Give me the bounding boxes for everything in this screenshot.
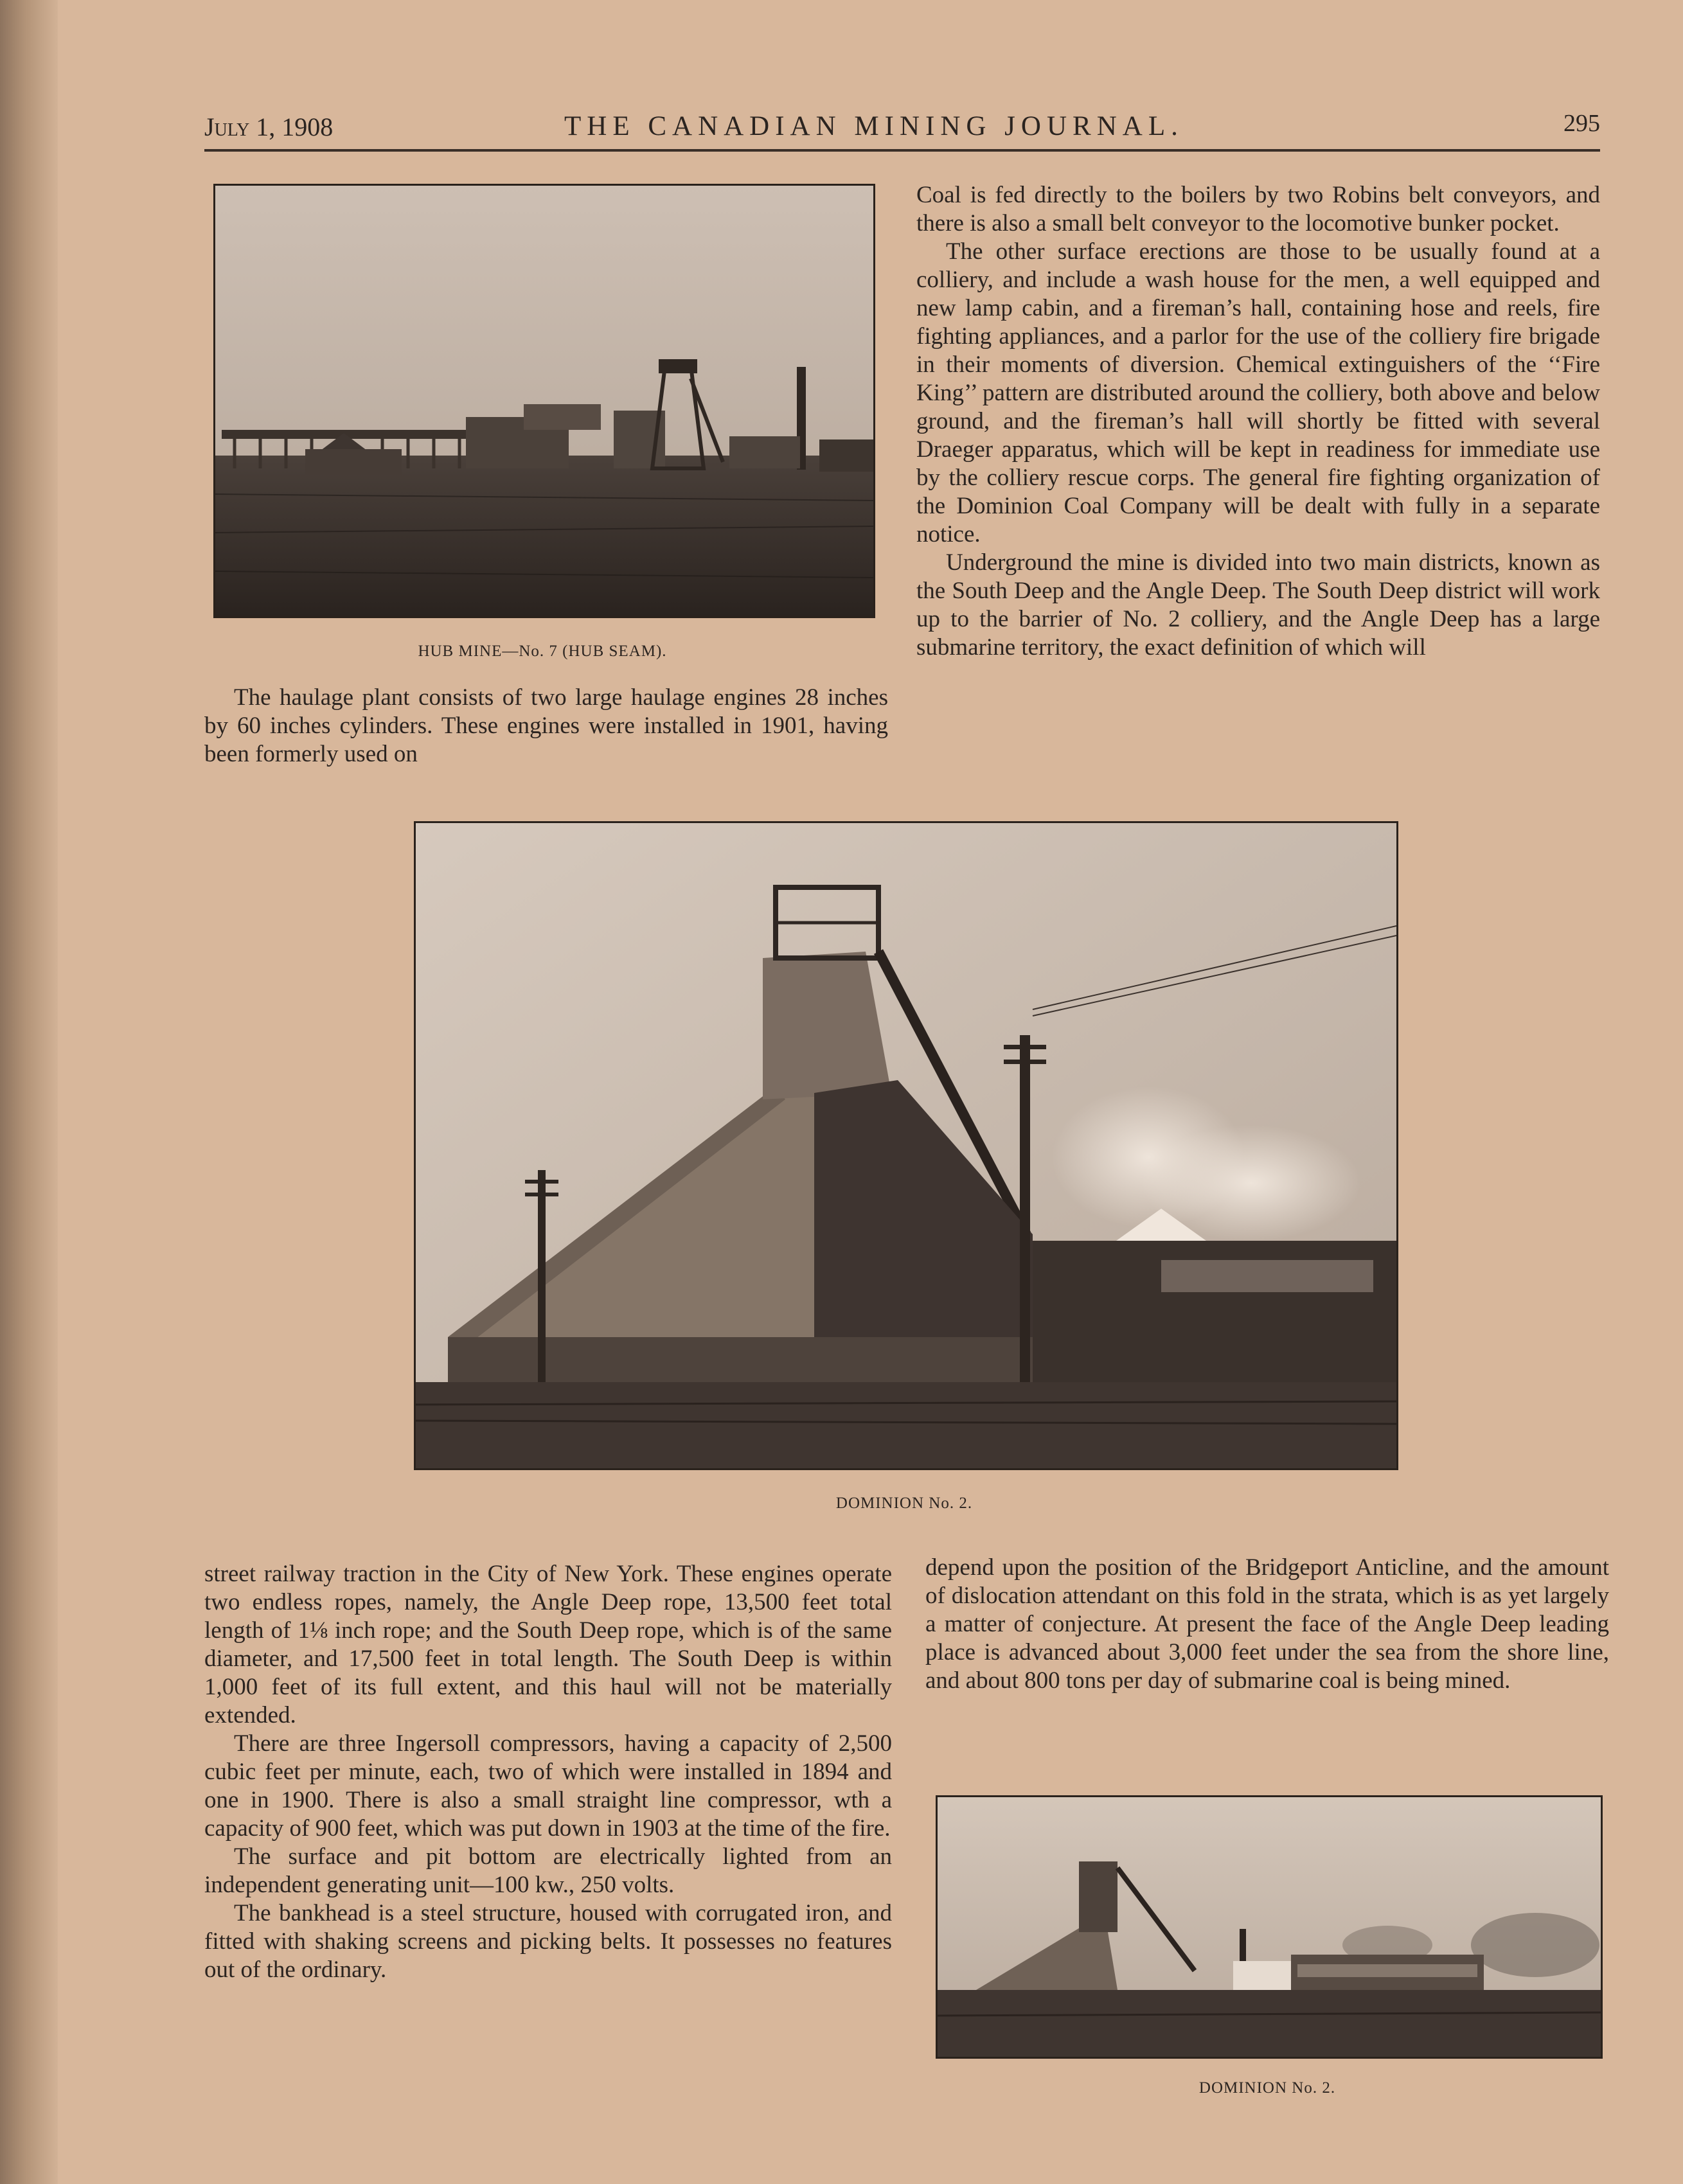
column-left-bottom [204,1560,892,1984]
paragraph: street railway traction in the City of New York. These engines operate two endless ropes, namely, the Angle Deep rope, 13,500 feet total length of 1⅛ inch rope; and the South Deep rope, which is of the same diameter, and 17,500 feet in total length. The South Deep is within 1,000 feet of its full extent, and this haul will not be materially extended. [204,1561,892,1728]
paragraph: Underground the mine is divided into two main districts, known as the South Deep and the Angle Deep. The South Deep district will work up to the barrier of No. 2 colliery, and the Angle Deep has a large submarine territory, the exact definition of which will [916,549,1600,661]
column-right-top [916,181,1600,662]
caption-hub-mine: HUB MINE—No. 7 (HUB SEAM). [418,643,667,660]
paragraph: The haulage plant consists of two large haulage engines 28 inches by 60 inches cylinders. These engines were installed in 1901, having been formerly used on [204,684,888,767]
paragraph: Coal is fed directly to the boilers by two Robins belt conveyors, and there is also a small belt conveyor to the locomotive bunker pocket. [916,182,1600,236]
caption-dominion-small: DOMINION No. 2. [1198,2079,1336,2097]
hub-mine-photo-illustration [215,186,873,616]
page-number: 295 [1563,110,1600,137]
journal-title: THE CANADIAN MINING JOURNAL. [564,111,1184,141]
column-left-top [204,684,888,768]
photo-hub-mine [213,184,875,618]
book-spine-shadow [0,0,58,2184]
paragraph: depend upon the position of the Bridgeport Anticline, and the amount of dislocation attendant on this fold in the strata, which is as yet largely a matter of conjecture. At present the face of the Angle Deep leading place is advanced about 3,000 feet under the sea from the shore line, and about 800 tons per day of submarine coal is being mined. [925,1554,1609,1694]
dominion-small-photo-illustration [938,1797,1601,2057]
photo-dominion-large [414,821,1398,1470]
paragraph: There are three Ingersoll compressors, having a capacity of 2,500 cubic feet per minute, each, two of which were installed in 1894 and one in 1900. There is also a small straight line compressor, wth a capacity of 900 feet, which was put down in 1903 at the time of the fire. [204,1730,892,1842]
caption-dominion-large: DOMINION No. 2. [835,1495,973,1512]
paragraph: The surface and pit bottom are electrically lighted from an independent generating unit—100 kw., 250 volts. [204,1843,892,1898]
dominion-large-photo-illustration [416,823,1396,1468]
header-date: July 1, 1908 [204,112,334,141]
paragraph: The other surface erections are those to be usually found at a colliery, and include a wash house for the men, a well equipped and new lamp cabin, and a fireman’s hall, containing hose and reels, fire fighting appliances, and a parlor for the use of the colliery fire brigade in their moments of diversion. Chemical extinguishers of the ‘‘Fire King’’ pattern are distributed around the colliery, both above and below ground, and the fireman’s hall will shortly be fitted with several Draeger apparatus, which will be kept in readiness for immediate use by the colliery rescue corps. The general fire fighting organization of the Dominion Coal Company will be dealt with fully in a separate notice. [916,238,1600,547]
paragraph: The bankhead is a steel structure, housed with corrugated iron, and fitted with shaking screens and picking belts. It possesses no features out of the ordinary. [204,1900,892,1983]
column-right-bottom [925,1554,1609,1695]
running-header [204,108,1600,152]
photo-dominion-small [936,1795,1603,2059]
